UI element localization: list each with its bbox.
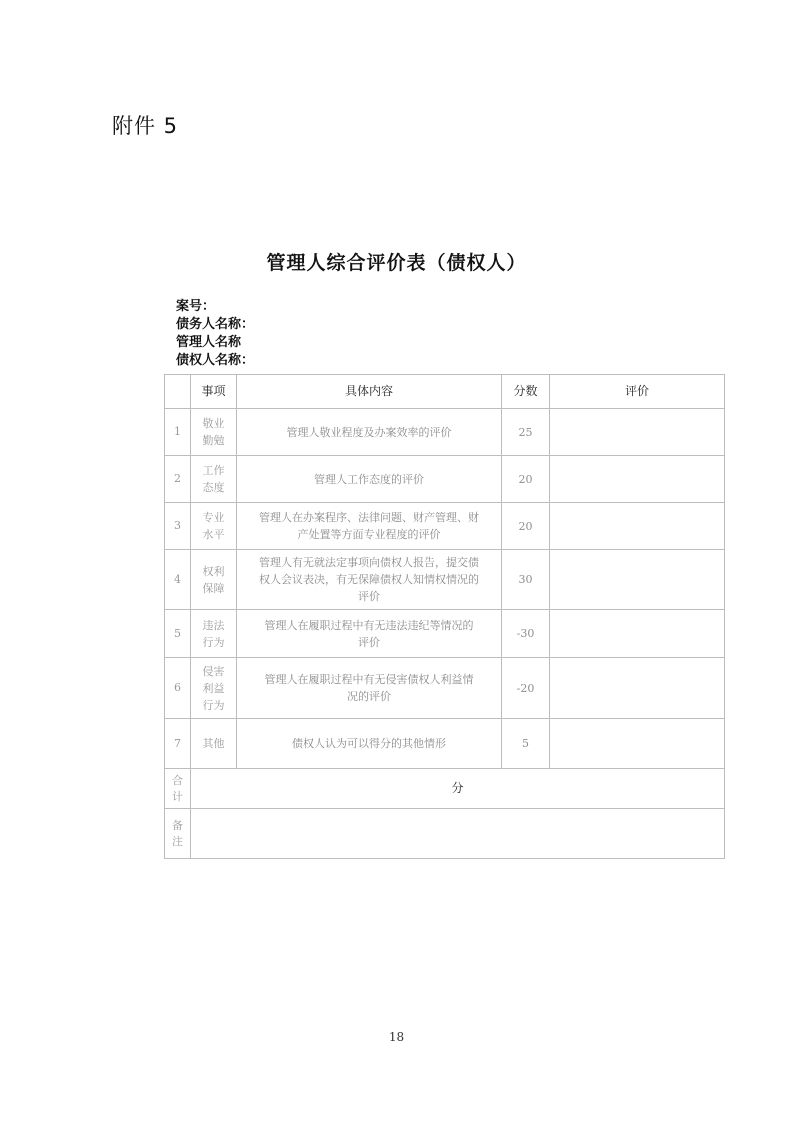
row-evaluation-cell[interactable]	[550, 456, 725, 503]
row-evaluation-cell[interactable]	[550, 409, 725, 456]
row-content-line: 权人会议表决，有无保障债权人知情权情况的	[259, 573, 479, 586]
row-item	[191, 409, 237, 456]
row-score: 30	[502, 550, 550, 610]
row-item	[191, 550, 237, 610]
row-content-line: 管理人在履职过程中有无违法违纪等情况的	[264, 618, 474, 632]
table-row	[165, 409, 725, 456]
evaluation-table	[164, 374, 725, 859]
row-content-line: 管理人有无就法定事项向债权人报告，提交债	[259, 556, 479, 569]
remarks-label	[165, 809, 191, 859]
row-evaluation-cell[interactable]	[550, 719, 725, 769]
header-item: 事项	[191, 375, 237, 409]
row-index: 2	[165, 456, 191, 503]
row-item	[191, 456, 237, 503]
total-score-cell[interactable]: 分	[191, 769, 725, 809]
row-item-line: 利益	[202, 681, 225, 695]
row-content-line: 管理人在办案程序、法律问题、财产管理、财	[259, 511, 479, 524]
row-item-line: 行为	[202, 698, 225, 712]
administrator-name-label: 管理人名称	[176, 335, 242, 350]
row-evaluation-cell[interactable]	[550, 610, 725, 658]
row-item-line: 专业	[202, 511, 225, 524]
row-item-line: 侵害	[202, 664, 225, 678]
table-row	[165, 456, 725, 503]
row-evaluation-cell[interactable]	[550, 550, 725, 610]
row-item-line: 违法	[202, 618, 225, 632]
row-item-line: 敬业	[202, 417, 225, 430]
row-score: 5	[502, 719, 550, 769]
row-index: 7	[165, 719, 191, 769]
remarks-row	[165, 809, 725, 859]
total-label-line: 计	[172, 789, 183, 803]
row-score: -20	[502, 658, 550, 719]
table-row	[165, 503, 725, 550]
row-evaluation-cell[interactable]	[550, 658, 725, 719]
row-content	[237, 503, 502, 550]
row-item-line: 勤勉	[202, 434, 225, 447]
debtor-name-label: 债务人名称：	[176, 317, 255, 332]
case-info	[176, 298, 254, 370]
row-score: -30	[502, 610, 550, 658]
row-evaluation-cell[interactable]	[550, 503, 725, 550]
row-content-line: 评价	[358, 590, 380, 603]
row-score: 25	[502, 409, 550, 456]
row-score: 20	[502, 503, 550, 550]
row-item-line: 权利	[202, 564, 225, 578]
total-row	[165, 769, 725, 809]
table-row	[165, 550, 725, 610]
table-row	[165, 658, 725, 719]
creditor-name-label: 债权人名称：	[176, 353, 255, 368]
table-row	[165, 719, 725, 769]
row-content	[237, 409, 502, 456]
row-item-line: 保障	[202, 581, 225, 595]
row-item	[191, 658, 237, 719]
row-content	[237, 719, 502, 769]
row-content	[237, 658, 502, 719]
row-content	[237, 550, 502, 610]
row-item-line: 其他	[202, 737, 225, 750]
row-index: 4	[165, 550, 191, 610]
header-score: 分数	[502, 375, 550, 409]
remarks-cell[interactable]	[191, 809, 725, 859]
attachment-label: 附件 5	[112, 114, 179, 138]
row-content-line: 债权人认为可以得分的其他情形	[292, 737, 446, 750]
row-content	[237, 610, 502, 658]
table-header-row	[165, 375, 725, 409]
header-evaluation: 评价	[550, 375, 725, 409]
row-item-line: 工作	[202, 464, 225, 477]
total-label-line: 合	[172, 773, 183, 787]
row-content-line: 管理人工作态度的评价	[314, 472, 424, 486]
row-item-line: 水平	[202, 528, 225, 541]
page-number: 18	[388, 1030, 405, 1044]
total-label	[165, 769, 191, 809]
header-index	[165, 375, 191, 409]
row-item	[191, 719, 237, 769]
row-score: 20	[502, 456, 550, 503]
remarks-label-line: 注	[172, 834, 183, 848]
row-content-line: 产处置等方面专业程度的评价	[297, 528, 441, 541]
row-item-line: 行为	[202, 635, 225, 649]
header-content: 具体内容	[237, 375, 502, 409]
table-row	[165, 610, 725, 658]
row-content	[237, 456, 502, 503]
row-item	[191, 610, 237, 658]
row-item-line: 态度	[202, 481, 225, 494]
remarks-label-line: 备	[172, 818, 183, 832]
case-number-label: 案号：	[176, 299, 216, 314]
row-content-line: 管理人在履职过程中有无侵害债权人利益情	[264, 673, 474, 686]
row-index: 1	[165, 409, 191, 456]
row-item	[191, 503, 237, 550]
document-title: 管理人综合评价表（债权人）	[266, 252, 527, 274]
row-index: 3	[165, 503, 191, 550]
row-content-line: 评价	[358, 635, 380, 649]
row-content-line: 况的评价	[347, 690, 391, 703]
row-index: 5	[165, 610, 191, 658]
row-index: 6	[165, 658, 191, 719]
row-content-line: 管理人敬业程度及办案效率的评价	[286, 425, 452, 439]
